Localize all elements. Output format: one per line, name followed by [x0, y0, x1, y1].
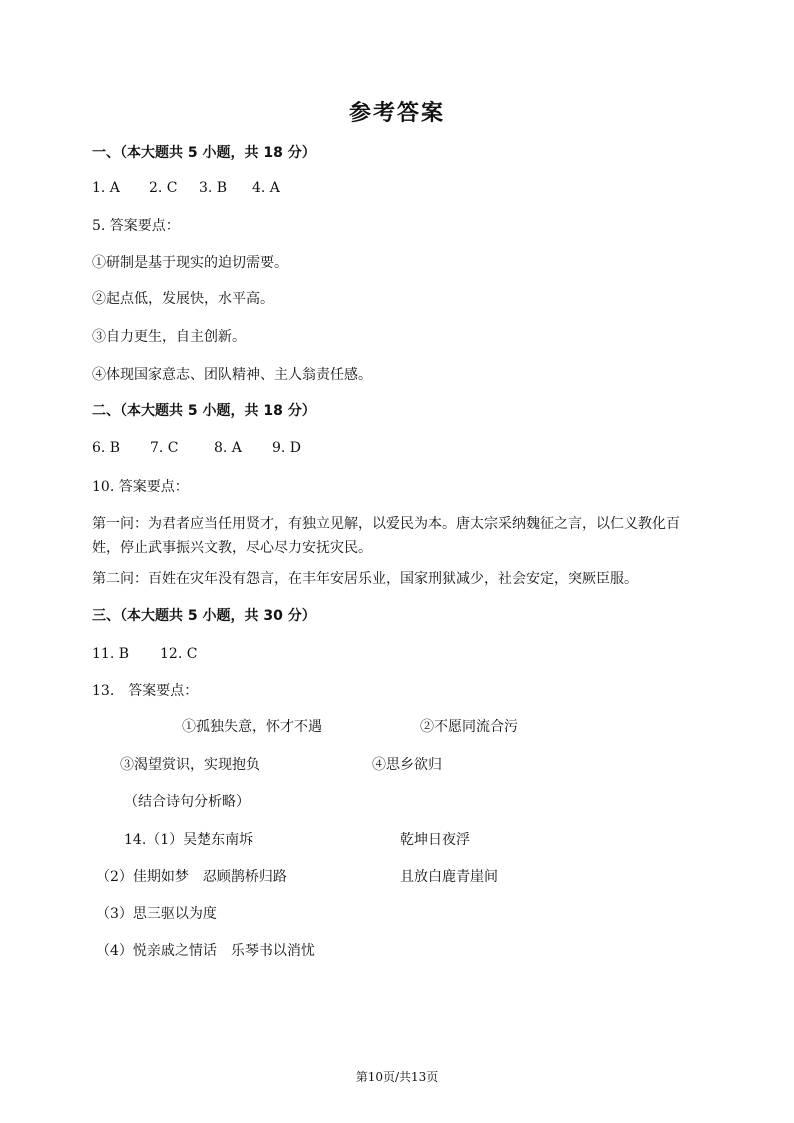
- page-title: 参考答案: [348, 101, 445, 126]
- answer-8: 8. A: [214, 440, 242, 456]
- q13-note: （结合诗句分析略）: [124, 794, 250, 810]
- answer-7: 7. C: [150, 440, 179, 456]
- q5-point-1: ①研制是基于现实的迫切需要。: [92, 255, 288, 271]
- section-3-header: 三、（本大题共 5 小题，共 30 分）: [92, 608, 316, 624]
- q14-4: （4）悦亲戚之情话 乐琴书以消忧: [96, 943, 315, 959]
- page-footer: 第10页/共13页: [355, 1070, 439, 1084]
- q5-point-2: ②起点低，发展快，水平高。: [92, 291, 274, 307]
- answer-1: 1. A: [92, 180, 120, 196]
- q14-1-right: 乾坤日夜浮: [400, 832, 470, 848]
- q10-answer-part-1: 第一问：为君者应当任用贤才，有独立见解，以爱民为本。唐太宗采纳魏征之言，以仁义教化百姓，停止武事振兴文教，尽心尽力安抚灾民。: [92, 516, 680, 556]
- answer-4: 4. A: [252, 180, 280, 196]
- q14-3: （3）思三驱以为度: [96, 906, 217, 922]
- q14-2-left: （2）佳期如梦 忍顾鹊桥归路: [96, 869, 287, 885]
- q13-point-3: ③渴望赏识，实现抱负: [120, 757, 260, 773]
- q10-heading: 10. 答案要点：: [92, 479, 189, 495]
- q10-answer-part-2: 第二问：百姓在灾年没有怨言，在丰年安居乐业，国家刑狱减少，社会安定，突厥臣服。: [92, 571, 638, 587]
- answer-3: 3. B: [199, 180, 228, 196]
- q5-point-3: ③自力更生，自主创新。: [92, 329, 246, 345]
- answer-12: 12. C: [160, 646, 198, 662]
- q13-heading: 13. 答案要点：: [92, 683, 199, 699]
- q14-1-left: 14.（1）吴楚东南坼: [124, 832, 254, 848]
- answer-11: 11. B: [92, 646, 130, 662]
- q14-2-right: 且放白鹿青崖间: [400, 869, 498, 885]
- q5-heading: 5. 答案要点：: [92, 218, 180, 234]
- q13-point-4: ④思乡欲归: [372, 757, 442, 773]
- q13-point-2: ②不愿同流合污: [420, 719, 518, 735]
- section-2-header: 二、（本大题共 5 小题，共 18 分）: [92, 403, 316, 419]
- section-1-header: 一、（本大题共 5 小题，共 18 分）: [92, 145, 316, 161]
- q13-point-1: ①孤独失意，怀才不遇: [182, 719, 322, 735]
- answer-9: 9. D: [272, 440, 302, 456]
- q5-point-4: ④体现国家意志、团队精神、主人翁责任感。: [92, 367, 372, 383]
- answer-2: 2. C: [149, 180, 178, 196]
- answer-6: 6. B: [92, 440, 121, 456]
